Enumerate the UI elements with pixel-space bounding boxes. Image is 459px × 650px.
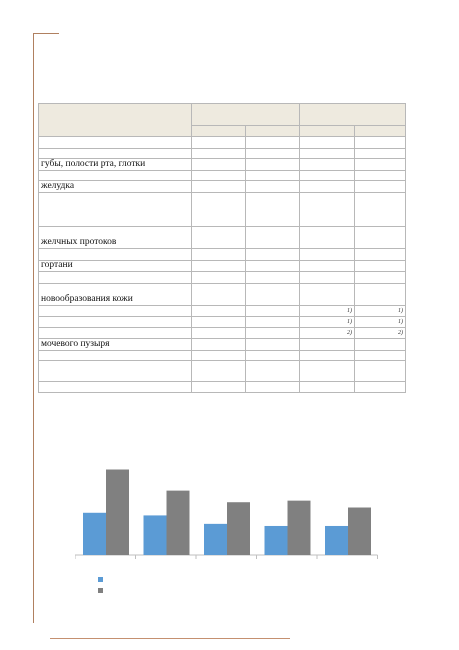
table-cell	[300, 227, 355, 249]
table-row	[39, 227, 406, 249]
table-cell	[355, 159, 406, 171]
table-cell	[300, 339, 355, 351]
table-cell	[192, 181, 246, 193]
bar-chart	[75, 460, 385, 605]
table-cell	[246, 261, 300, 272]
table-body	[39, 137, 406, 393]
bar-series-1	[204, 524, 227, 555]
table-cell	[246, 137, 300, 149]
table-cell	[246, 382, 300, 393]
table-cell	[246, 181, 300, 193]
table-cell	[246, 227, 300, 249]
header-subcell	[300, 126, 355, 137]
table-cell	[192, 159, 246, 171]
legend-marker-series-1	[98, 577, 103, 582]
table-row	[39, 306, 406, 317]
row-label: губы, полости рта, глотки	[39, 159, 192, 171]
table-row	[39, 328, 406, 339]
row-label: новообразования кожи	[39, 284, 192, 306]
row-label	[39, 361, 192, 382]
table-cell: 2)	[300, 328, 355, 339]
table-cell	[300, 249, 355, 261]
table-cell	[192, 171, 246, 181]
table-cell	[192, 284, 246, 306]
table-cell	[300, 261, 355, 272]
row-label	[39, 137, 192, 149]
row-label: гортани	[39, 261, 192, 272]
table-cell	[300, 272, 355, 284]
bar-series-1	[144, 515, 167, 555]
table-cell	[246, 149, 300, 159]
row-label	[39, 249, 192, 261]
footer-rule	[50, 638, 290, 639]
table-cell	[355, 272, 406, 284]
bar-series-1	[83, 513, 106, 555]
header-subcell	[192, 126, 246, 137]
table-cell	[300, 193, 355, 227]
table-cell	[300, 149, 355, 159]
table-cell	[300, 361, 355, 382]
table-cell	[192, 193, 246, 227]
table-cell	[246, 159, 300, 171]
table-cell	[355, 351, 406, 361]
table-cell	[246, 339, 300, 351]
table-cell	[300, 181, 355, 193]
table-row	[39, 171, 406, 181]
legend-marker-series-2	[98, 588, 103, 593]
table-row	[39, 181, 406, 193]
table-cell	[355, 193, 406, 227]
table-cell	[246, 328, 300, 339]
row-label	[39, 149, 192, 159]
row-label	[39, 382, 192, 393]
table-cell	[192, 382, 246, 393]
row-label	[39, 193, 192, 227]
table-cell	[355, 227, 406, 249]
statistics-table	[38, 103, 406, 393]
table-cell	[355, 361, 406, 382]
table-row	[39, 193, 406, 227]
table-cell	[355, 249, 406, 261]
table-cell	[246, 272, 300, 284]
table-row	[39, 272, 406, 284]
table-row	[39, 137, 406, 149]
table-row	[39, 249, 406, 261]
table-cell	[192, 149, 246, 159]
table-cell	[192, 249, 246, 261]
table-row	[39, 339, 406, 351]
bar-series-2	[288, 501, 311, 555]
page-left-border	[33, 33, 34, 623]
table-row	[39, 159, 406, 171]
row-label	[39, 272, 192, 284]
table-row	[39, 361, 406, 382]
table-cell: 1)	[355, 317, 406, 328]
page-corner-top	[33, 33, 59, 34]
table-cell	[192, 339, 246, 351]
table-cell	[246, 193, 300, 227]
header-subcell	[246, 126, 300, 137]
row-label	[39, 171, 192, 181]
table-cell	[246, 361, 300, 382]
table-cell	[355, 382, 406, 393]
row-label	[39, 351, 192, 361]
table-cell	[355, 261, 406, 272]
table-cell	[246, 306, 300, 317]
table-cell	[246, 284, 300, 306]
row-label: мочевого пузыря	[39, 339, 192, 351]
table-cell	[355, 171, 406, 181]
table-cell	[300, 137, 355, 149]
table-cell	[192, 351, 246, 361]
table-cell	[300, 351, 355, 361]
table-cell	[192, 317, 246, 328]
table-cell	[246, 317, 300, 328]
table-cell: 1)	[355, 306, 406, 317]
table-cell	[246, 249, 300, 261]
table-cell	[192, 272, 246, 284]
table-cell	[246, 351, 300, 361]
table-cell	[192, 361, 246, 382]
table-row	[39, 351, 406, 361]
bar-series-2	[348, 508, 371, 556]
table-row	[39, 284, 406, 306]
table-cell	[355, 339, 406, 351]
table-cell	[355, 149, 406, 159]
bar-series-2	[227, 502, 250, 555]
table-cell	[300, 159, 355, 171]
bar-series-2	[167, 491, 190, 555]
row-label: желчных протоков	[39, 227, 192, 249]
table-cell	[355, 284, 406, 306]
row-label	[39, 328, 192, 339]
header-cell-label	[39, 104, 192, 137]
table-cell	[192, 328, 246, 339]
table-cell	[300, 284, 355, 306]
table-cell	[192, 227, 246, 249]
header-cell-group-2	[300, 104, 406, 126]
row-label: желудка	[39, 181, 192, 193]
table-cell	[192, 137, 246, 149]
table-cell	[246, 171, 300, 181]
bar-series-1	[265, 526, 288, 555]
table-cell	[192, 261, 246, 272]
table-cell	[355, 137, 406, 149]
row-label	[39, 306, 192, 317]
table-row	[39, 382, 406, 393]
table-cell	[355, 181, 406, 193]
table-row	[39, 261, 406, 272]
table-cell	[300, 382, 355, 393]
table-row	[39, 149, 406, 159]
table-cell	[300, 171, 355, 181]
header-cell-group-1	[192, 104, 300, 126]
table-row	[39, 317, 406, 328]
table-cell: 2)	[355, 328, 406, 339]
bar-series-1	[325, 526, 348, 555]
table-cell: 1)	[300, 306, 355, 317]
row-label	[39, 317, 192, 328]
table-cell	[192, 306, 246, 317]
bar-series-2	[106, 470, 129, 556]
header-subcell	[355, 126, 406, 137]
table-cell: 1)	[300, 317, 355, 328]
